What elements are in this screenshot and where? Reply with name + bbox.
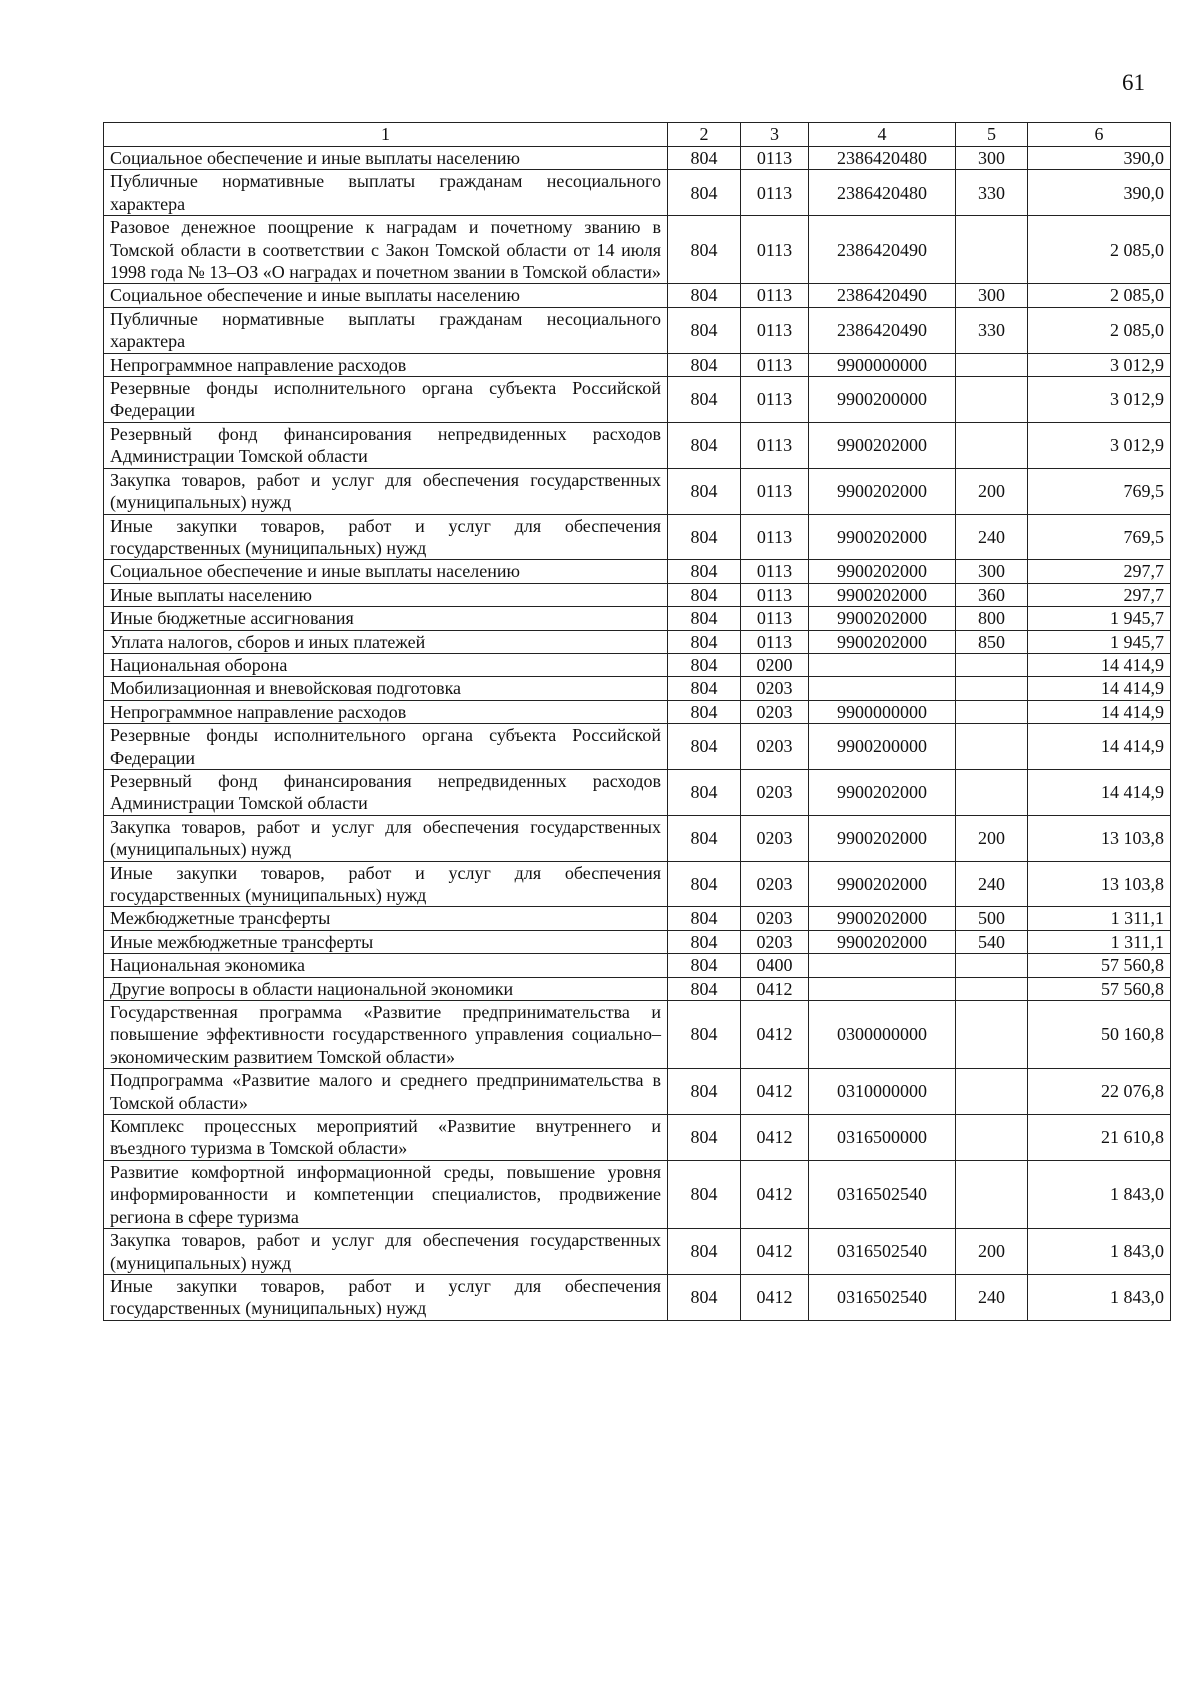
row-section-code-cell: 0412: [741, 1069, 809, 1115]
row-name-cell: Резервный фонд финансирования непредвиденных расходов Администрации Томской области: [104, 422, 668, 468]
table-row: [104, 630, 1171, 653]
row-amount-cell: 14 414,9: [1028, 769, 1171, 815]
row-admin-code-cell: 804: [668, 170, 741, 216]
row-expense-type-cell: 500: [956, 907, 1028, 930]
row-expense-type-cell: [956, 977, 1028, 1000]
row-name-cell: Развитие комфортной информационной среды, повышение уровня информированности и компетенции специалистов, продвижение региона в сфере туризма: [104, 1160, 668, 1228]
row-expense-type-cell: 360: [956, 583, 1028, 606]
row-amount-cell: 1 843,0: [1028, 1274, 1171, 1320]
table-row: [104, 607, 1171, 630]
row-name-cell: Иные закупки товаров, работ и услуг для обеспечения государственных (муниципальных) нужд: [104, 861, 668, 907]
row-target-code-cell: 9900202000: [809, 422, 956, 468]
row-section-code-cell: 0412: [741, 977, 809, 1000]
header-cell: 4: [809, 123, 956, 147]
row-section-code-cell: 0113: [741, 216, 809, 284]
row-section-code-cell: 0113: [741, 468, 809, 514]
row-amount-cell: 3 012,9: [1028, 377, 1171, 423]
row-name-cell: Резервный фонд финансирования непредвиденных расходов Администрации Томской области: [104, 769, 668, 815]
row-name-cell: Резервные фонды исполнительного органа субъекта Российской Федерации: [104, 377, 668, 423]
row-section-code-cell: 0113: [741, 284, 809, 307]
row-expense-type-cell: [956, 1069, 1028, 1115]
row-section-code-cell: 0113: [741, 607, 809, 630]
row-admin-code-cell: 804: [668, 907, 741, 930]
row-admin-code-cell: 804: [668, 353, 741, 376]
row-amount-cell: 14 414,9: [1028, 653, 1171, 676]
row-admin-code-cell: 804: [668, 1115, 741, 1161]
row-admin-code-cell: 804: [668, 1160, 741, 1228]
row-amount-cell: 1 945,7: [1028, 607, 1171, 630]
row-section-code-cell: 0113: [741, 377, 809, 423]
row-name-cell: Государственная программа «Развитие предпринимательства и повышение эффективности государственного управления социально–экономическим развитием Томской области»: [104, 1001, 668, 1069]
row-section-code-cell: 0203: [741, 677, 809, 700]
row-amount-cell: 390,0: [1028, 147, 1171, 170]
row-target-code-cell: 9900202000: [809, 468, 956, 514]
row-name-cell: Иные межбюджетные трансферты: [104, 930, 668, 953]
header-cell: 5: [956, 123, 1028, 147]
row-name-cell: Публичные нормативные выплаты гражданам несоциального характера: [104, 307, 668, 353]
header-cell: 1: [104, 123, 668, 147]
row-expense-type-cell: 300: [956, 284, 1028, 307]
header-cell: 2: [668, 123, 741, 147]
table-row: [104, 422, 1171, 468]
row-expense-type-cell: [956, 216, 1028, 284]
row-admin-code-cell: 804: [668, 815, 741, 861]
row-admin-code-cell: 804: [668, 724, 741, 770]
row-target-code-cell: 9900202000: [809, 907, 956, 930]
row-admin-code-cell: 804: [668, 1229, 741, 1275]
table-row: [104, 769, 1171, 815]
row-name-cell: Иные закупки товаров, работ и услуг для обеспечения государственных (муниципальных) нужд: [104, 514, 668, 560]
row-expense-type-cell: [956, 700, 1028, 723]
row-admin-code-cell: 804: [668, 216, 741, 284]
row-admin-code-cell: 804: [668, 677, 741, 700]
row-admin-code-cell: 804: [668, 284, 741, 307]
row-expense-type-cell: 240: [956, 514, 1028, 560]
row-name-cell: Другие вопросы в области национальной экономики: [104, 977, 668, 1000]
row-amount-cell: 14 414,9: [1028, 677, 1171, 700]
row-name-cell: Иные бюджетные ассигнования: [104, 607, 668, 630]
row-expense-type-cell: [956, 1160, 1028, 1228]
row-target-code-cell: 9900202000: [809, 861, 956, 907]
table-row: [104, 930, 1171, 953]
row-name-cell: Закупка товаров, работ и услуг для обеспечения государственных (муниципальных) нужд: [104, 815, 668, 861]
row-section-code-cell: 0113: [741, 514, 809, 560]
row-admin-code-cell: 804: [668, 307, 741, 353]
row-section-code-cell: 0200: [741, 653, 809, 676]
row-target-code-cell: 2386420480: [809, 170, 956, 216]
table-row: [104, 861, 1171, 907]
row-expense-type-cell: 330: [956, 307, 1028, 353]
row-name-cell: Иные выплаты населению: [104, 583, 668, 606]
table-row: [104, 514, 1171, 560]
row-target-code-cell: 9900202000: [809, 583, 956, 606]
row-amount-cell: 22 076,8: [1028, 1069, 1171, 1115]
row-target-code-cell: 2386420480: [809, 147, 956, 170]
row-amount-cell: 1 843,0: [1028, 1229, 1171, 1275]
table-row: [104, 307, 1171, 353]
row-admin-code-cell: 804: [668, 147, 741, 170]
row-expense-type-cell: [956, 724, 1028, 770]
row-expense-type-cell: [956, 677, 1028, 700]
table-row: [104, 1229, 1171, 1275]
row-expense-type-cell: 330: [956, 170, 1028, 216]
row-section-code-cell: 0203: [741, 907, 809, 930]
row-name-cell: Публичные нормативные выплаты гражданам несоциального характера: [104, 170, 668, 216]
table-row: [104, 700, 1171, 723]
row-expense-type-cell: 540: [956, 930, 1028, 953]
row-amount-cell: 1 945,7: [1028, 630, 1171, 653]
row-target-code-cell: 9900202000: [809, 514, 956, 560]
header-cell: 3: [741, 123, 809, 147]
budget-table: [103, 122, 1171, 1321]
row-admin-code-cell: 804: [668, 653, 741, 676]
row-section-code-cell: 0412: [741, 1229, 809, 1275]
row-expense-type-cell: 800: [956, 607, 1028, 630]
row-target-code-cell: 2386420490: [809, 216, 956, 284]
row-target-code-cell: 9900202000: [809, 930, 956, 953]
row-target-code-cell: 2386420490: [809, 307, 956, 353]
row-target-code-cell: 9900202000: [809, 769, 956, 815]
table-row: [104, 468, 1171, 514]
row-name-cell: Иные закупки товаров, работ и услуг для обеспечения государственных (муниципальных) нужд: [104, 1274, 668, 1320]
row-admin-code-cell: 804: [668, 1274, 741, 1320]
row-section-code-cell: 0203: [741, 724, 809, 770]
table-row: [104, 724, 1171, 770]
page-number: 61: [1122, 70, 1145, 95]
row-target-code-cell: [809, 977, 956, 1000]
row-name-cell: Резервные фонды исполнительного органа субъекта Российской Федерации: [104, 724, 668, 770]
row-target-code-cell: 9900202000: [809, 607, 956, 630]
table-row: [104, 977, 1171, 1000]
row-amount-cell: 13 103,8: [1028, 815, 1171, 861]
row-expense-type-cell: [956, 954, 1028, 977]
row-section-code-cell: 0113: [741, 170, 809, 216]
row-admin-code-cell: 804: [668, 861, 741, 907]
table-row: [104, 560, 1171, 583]
row-target-code-cell: 9900000000: [809, 700, 956, 723]
table-row: [104, 815, 1171, 861]
row-target-code-cell: [809, 653, 956, 676]
table-row: [104, 1274, 1171, 1320]
row-name-cell: Закупка товаров, работ и услуг для обеспечения государственных (муниципальных) нужд: [104, 468, 668, 514]
table-row: [104, 353, 1171, 376]
row-admin-code-cell: 804: [668, 930, 741, 953]
table-row: [104, 677, 1171, 700]
row-expense-type-cell: [956, 422, 1028, 468]
row-name-cell: Социальное обеспечение и иные выплаты населению: [104, 284, 668, 307]
row-admin-code-cell: 804: [668, 583, 741, 606]
row-name-cell: Социальное обеспечение и иные выплаты населению: [104, 560, 668, 583]
row-name-cell: Национальная экономика: [104, 954, 668, 977]
row-amount-cell: 14 414,9: [1028, 700, 1171, 723]
row-amount-cell: 14 414,9: [1028, 724, 1171, 770]
row-section-code-cell: 0113: [741, 353, 809, 376]
row-amount-cell: 2 085,0: [1028, 284, 1171, 307]
row-section-code-cell: 0113: [741, 583, 809, 606]
row-name-cell: Национальная оборона: [104, 653, 668, 676]
row-amount-cell: 3 012,9: [1028, 422, 1171, 468]
row-amount-cell: 57 560,8: [1028, 977, 1171, 1000]
row-amount-cell: 50 160,8: [1028, 1001, 1171, 1069]
table-row: [104, 653, 1171, 676]
row-expense-type-cell: 200: [956, 815, 1028, 861]
row-name-cell: Непрограммное направление расходов: [104, 353, 668, 376]
row-target-code-cell: 0316502540: [809, 1274, 956, 1320]
row-target-code-cell: 9900202000: [809, 815, 956, 861]
table-row: [104, 147, 1171, 170]
table-row: [104, 377, 1171, 423]
row-name-cell: Разовое денежное поощрение к наградам и почетному званию в Томской области в соответствии с Закон Томской области от 14 июля 1998 года № 13–ОЗ «О наградах и почетном звании в Томской области»: [104, 216, 668, 284]
row-admin-code-cell: 804: [668, 977, 741, 1000]
row-expense-type-cell: 850: [956, 630, 1028, 653]
row-section-code-cell: 0113: [741, 147, 809, 170]
row-amount-cell: 390,0: [1028, 170, 1171, 216]
row-admin-code-cell: 804: [668, 1069, 741, 1115]
row-target-code-cell: 0316502540: [809, 1229, 956, 1275]
row-expense-type-cell: 200: [956, 1229, 1028, 1275]
row-name-cell: Межбюджетные трансферты: [104, 907, 668, 930]
row-amount-cell: 1 843,0: [1028, 1160, 1171, 1228]
row-amount-cell: 3 012,9: [1028, 353, 1171, 376]
row-name-cell: Закупка товаров, работ и услуг для обеспечения государственных (муниципальных) нужд: [104, 1229, 668, 1275]
table-row: [104, 284, 1171, 307]
table-row: [104, 1001, 1171, 1069]
row-admin-code-cell: 804: [668, 700, 741, 723]
row-admin-code-cell: 804: [668, 630, 741, 653]
row-target-code-cell: 0316500000: [809, 1115, 956, 1161]
row-amount-cell: 297,7: [1028, 560, 1171, 583]
row-section-code-cell: 0412: [741, 1160, 809, 1228]
row-section-code-cell: 0412: [741, 1274, 809, 1320]
row-section-code-cell: 0113: [741, 560, 809, 583]
row-amount-cell: 57 560,8: [1028, 954, 1171, 977]
row-expense-type-cell: [956, 653, 1028, 676]
row-target-code-cell: 9900202000: [809, 560, 956, 583]
table-row: [104, 216, 1171, 284]
row-name-cell: Непрограммное направление расходов: [104, 700, 668, 723]
row-admin-code-cell: 804: [668, 514, 741, 560]
row-amount-cell: 1 311,1: [1028, 930, 1171, 953]
row-name-cell: Мобилизационная и вневойсковая подготовка: [104, 677, 668, 700]
row-name-cell: Уплата налогов, сборов и иных платежей: [104, 630, 668, 653]
row-amount-cell: 2 085,0: [1028, 216, 1171, 284]
row-target-code-cell: 9900000000: [809, 353, 956, 376]
row-expense-type-cell: [956, 1001, 1028, 1069]
row-admin-code-cell: 804: [668, 769, 741, 815]
row-target-code-cell: 9900200000: [809, 377, 956, 423]
row-section-code-cell: 0113: [741, 307, 809, 353]
row-amount-cell: 13 103,8: [1028, 861, 1171, 907]
row-admin-code-cell: 804: [668, 954, 741, 977]
table-row: [104, 583, 1171, 606]
row-name-cell: Социальное обеспечение и иные выплаты населению: [104, 147, 668, 170]
row-target-code-cell: 0316502540: [809, 1160, 956, 1228]
row-expense-type-cell: 240: [956, 861, 1028, 907]
row-section-code-cell: 0203: [741, 930, 809, 953]
row-name-cell: Комплекс процессных мероприятий «Развитие внутреннего и въездного туризма в Томской области»: [104, 1115, 668, 1161]
row-target-code-cell: 0310000000: [809, 1069, 956, 1115]
row-target-code-cell: 9900200000: [809, 724, 956, 770]
row-target-code-cell: 0300000000: [809, 1001, 956, 1069]
row-target-code-cell: [809, 954, 956, 977]
row-section-code-cell: 0412: [741, 1001, 809, 1069]
table-row: [104, 1160, 1171, 1228]
row-target-code-cell: 2386420490: [809, 284, 956, 307]
table-header-row: [104, 123, 1171, 147]
row-expense-type-cell: 300: [956, 147, 1028, 170]
row-section-code-cell: 0400: [741, 954, 809, 977]
row-expense-type-cell: 240: [956, 1274, 1028, 1320]
row-section-code-cell: 0203: [741, 700, 809, 723]
table-row: [104, 907, 1171, 930]
row-expense-type-cell: 200: [956, 468, 1028, 514]
row-admin-code-cell: 804: [668, 422, 741, 468]
row-amount-cell: 2 085,0: [1028, 307, 1171, 353]
table-row: [104, 954, 1171, 977]
row-expense-type-cell: [956, 353, 1028, 376]
row-amount-cell: 297,7: [1028, 583, 1171, 606]
row-name-cell: Подпрограмма «Развитие малого и среднего предпринимательства в Томской области»: [104, 1069, 668, 1115]
row-target-code-cell: [809, 677, 956, 700]
row-admin-code-cell: 804: [668, 1001, 741, 1069]
row-admin-code-cell: 804: [668, 607, 741, 630]
row-section-code-cell: 0203: [741, 815, 809, 861]
table-row: [104, 170, 1171, 216]
row-admin-code-cell: 804: [668, 468, 741, 514]
row-section-code-cell: 0113: [741, 630, 809, 653]
row-expense-type-cell: [956, 769, 1028, 815]
row-amount-cell: 769,5: [1028, 468, 1171, 514]
row-section-code-cell: 0412: [741, 1115, 809, 1161]
row-target-code-cell: 9900202000: [809, 630, 956, 653]
row-section-code-cell: 0113: [741, 422, 809, 468]
row-admin-code-cell: 804: [668, 377, 741, 423]
row-amount-cell: 21 610,8: [1028, 1115, 1171, 1161]
header-cell: 6: [1028, 123, 1171, 147]
row-amount-cell: 769,5: [1028, 514, 1171, 560]
row-amount-cell: 1 311,1: [1028, 907, 1171, 930]
row-section-code-cell: 0203: [741, 769, 809, 815]
row-expense-type-cell: 300: [956, 560, 1028, 583]
table-row: [104, 1069, 1171, 1115]
row-expense-type-cell: [956, 1115, 1028, 1161]
table-body: [104, 147, 1171, 1321]
table-row: [104, 1115, 1171, 1161]
row-section-code-cell: 0203: [741, 861, 809, 907]
row-admin-code-cell: 804: [668, 560, 741, 583]
row-expense-type-cell: [956, 377, 1028, 423]
